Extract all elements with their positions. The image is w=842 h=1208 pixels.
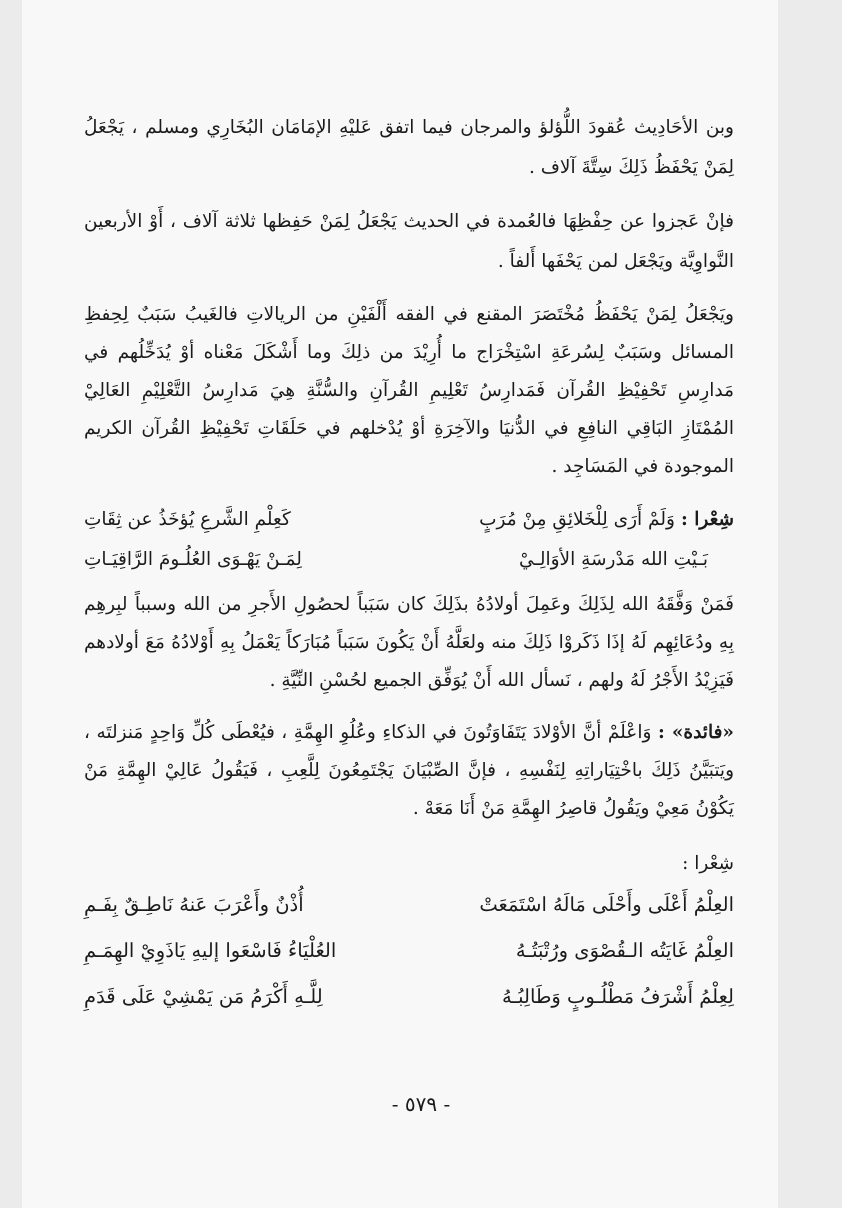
- verse-hemistich: بَـيْتِ الله مَدْرسَةِ الأوَالِـيْ: [519, 549, 708, 570]
- poem-line: [84, 882, 734, 928]
- paragraph-fiqh: ويَجْعَلُ لِمَنْ يَحْفَظُ مُخْتَصَرَ المقنع في الفقه أَلْفَيْنِ من الريالاتِ فالغَيبُ سَبَبٌ لِحِفظِ المسائل وسَبَبٌ لِسُرعَةِ اسْتِخْرَاج ما أُرِيْدَ من ذلِكَ وما أَشْكَلَ مَعْناه أوْ يُدَخِّلُهم في مَدارِسِ تَحْفِيْظِ القُرآن فَمَدارِسُ تَعْلِيمِ القُرآنِ والسُّنَّةِ هِيَ مَدارِسُ التَّعْلِيْمِ العَالِيْ المُمْتَازِ البَاقِي النافِعِ في الدُّنيَا والآخِرَةِ أوْ يُدْخلهم في حَلَقَاتِ تَحْفِيْظِ القُرآن الكريم الموجودة في المَسَاجِد .: [84, 304, 734, 477]
- poem-line: [84, 928, 734, 974]
- poem-hemistich: أُذْنٌ وأَعْرَبَ عَنهُ نَاطِـقٌ بِفَـمِ: [84, 893, 304, 916]
- verse-lead: شِعْرا :: [680, 509, 734, 530]
- paragraph-tawfiq: فَمَنْ وَفَّقَهُ الله لِذَلِكَ وعَمِلَ أولادُهُ بذَلِكَ كان سَبَباً لحصُولِ الأَجرِ من الله وسبباً لبِرهِم بِهِ ودُعَائِهِم لَهُ إذَا ذَكَروْا ذَلِكَ منه ولعَلَّهُ أَنْ يَكُونَ سَبَباً مُبَارَكاً يَعْمَلُ بِهِ أَوْلادُهُ مَعَ أولادهم فَيَزِيْدُ الأَجْرُ لَهُ ولهم ، نَسأل الله أَنْ يُوَفِّق الجميع لحُسْنِ النِّيَّةِ .: [84, 594, 734, 691]
- poem-label: شِعْرا :: [682, 853, 734, 874]
- paragraph-umda: فإنْ عَجزوا عن حِفْظِهَا فالعُمدة في الحديث يَجْعَلُ لِمَنْ حَفِظها ثلاثة آلاف ، أَوْ الأربعين النَّواوِيَّة ويَجْعَل لمن يَحْفَها أَلفاً .: [84, 211, 734, 272]
- faida-text: وَاعْلَمْ أنَّ الأوْلادَ يَتَفَاوَتُونَ في الذكاءِ وعُلُوِ الهِمَّةِ ، فيُعْطَى كُلِّ وَاحِدٍ مَنزلتَه ، ويَتبَيَّنُ ذَلِكَ باخْتِيَاراتِهِ لِنَفْسِهِ ، فإنَّ الصِّبْيَانَ يَجْتَمِعُونَ لِلَّعِبِ ، فَيَقُولُ عَالِيْ الهِمَّةِ مَنْ يَكُوْنُ مَعِيْ ويَقُولُ قاصِرُ الهِمَّةِ مَنْ أَنَا مَعَهْ .: [84, 722, 734, 819]
- verse-line: [84, 500, 734, 540]
- verse-hemistich: وَلَمْ أَرَى لِلْخَلائِقِ مِنْ مُرَبٍ: [479, 509, 675, 530]
- verse-hemistich: لِمَـنْ يَهْـوَى العُلُـومَ الرَّاقِيَـاتِ: [84, 549, 302, 570]
- page-number: - ٥٧٩ -: [391, 1092, 451, 1116]
- verse-hemistich: كَعِلْمِ الشَّرعِ يُؤخَذُ عن ثِقَاتِ: [84, 509, 291, 530]
- poem-hemistich: العِلْمُ أَعْلَى وأَحْلَى مَالَهُ اسْتَمَعَتْ: [479, 893, 734, 916]
- verse-block-1: [84, 500, 734, 580]
- poem-hemistich: العِلْمُ غَايَتُه الـقُصْوَى ورُتْبَتُـهُ: [515, 939, 734, 962]
- page-body: [84, 108, 734, 1020]
- paragraph-hadith: وبن الأحَادِيث عُقودَ اللُّؤلؤ والمرجان فيما اتفق عَليْهِ الإمَامَان البُخَارِي ومسلم ، يَجْعَلُ لِمَنْ يَحْفَظُ ذَلِكَ سِتَّةَ آلاف .: [84, 117, 734, 178]
- poem-line: [84, 974, 734, 1020]
- poem-hemistich: لِلَّـهِ أَكْرَمُ مَن يَمْشِيْ عَلَى قَدَمِ: [84, 985, 323, 1008]
- faida-label: «فائدة» :: [657, 722, 734, 743]
- verse-line: [84, 540, 734, 580]
- paragraph-faida: [84, 714, 734, 828]
- poem-hemistich: العُلْيَاءُ فَاسْعَوا إليهِ يَاذَوِيْ الهِمَـمِ: [84, 939, 337, 962]
- poem-hemistich: لِعِلْمُ أَشْرَفُ مَطْلُـوبٍ وَطَالِبُـهُ: [501, 985, 734, 1008]
